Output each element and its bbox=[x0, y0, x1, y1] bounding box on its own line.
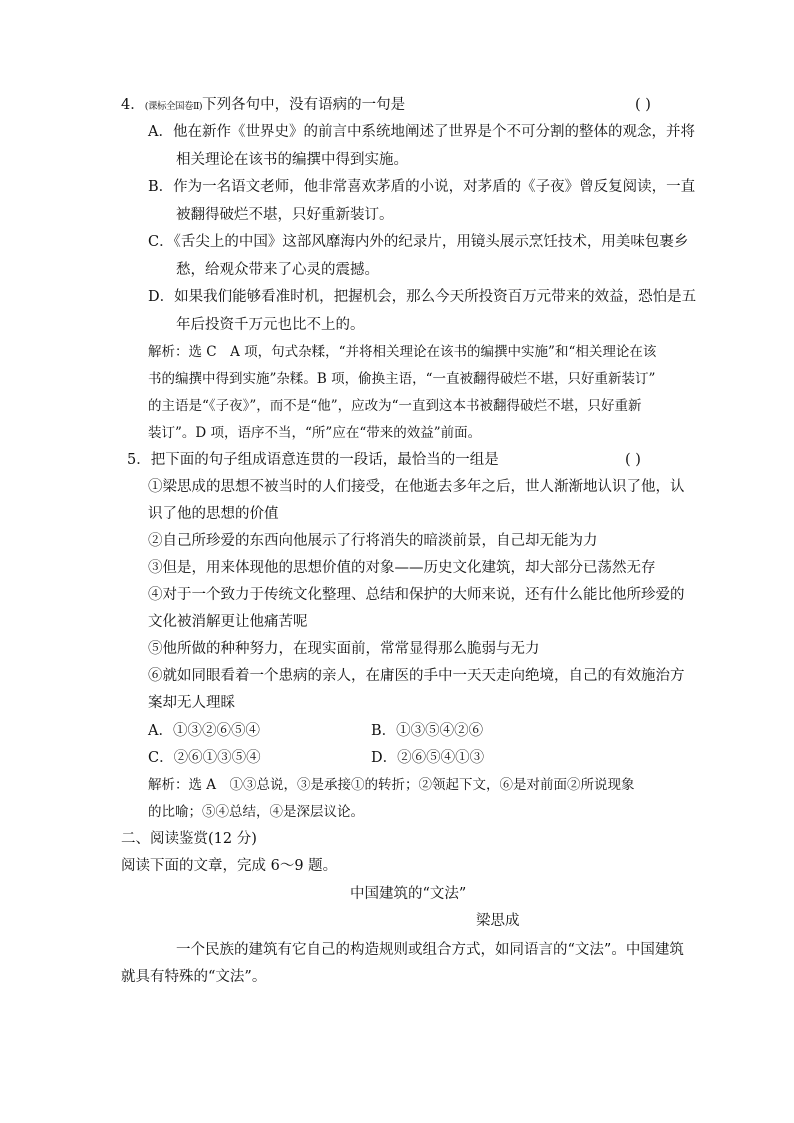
q4-option-a-line1: A．他在新作《世界史》的前言中系统地阐述了世界是个不可分割的整体的观念，并将 bbox=[148, 124, 695, 140]
article-author: 梁思成 bbox=[476, 913, 520, 929]
q4-stem: 下列各句中，没有语病的一句是 bbox=[202, 97, 406, 113]
q5-stem: 把下面的句子组成语意连贯的一段话，最恰当的一组是 bbox=[150, 452, 499, 468]
q5-number: 5． bbox=[127, 452, 151, 468]
q4-answer-paren: ( ) bbox=[635, 97, 651, 113]
q4-source: (课标全国卷Ⅱ) bbox=[144, 101, 203, 112]
q4-option-a-line2: 相关理论在该书的编撰中得到实施。 bbox=[176, 152, 408, 168]
q5-option-d: D．②⑥⑤④①③ bbox=[371, 750, 485, 766]
article-paragraph-line1: 一个民族的建筑有它自己的构造规则或组合方式，如同语言的“文法”。中国建筑 bbox=[176, 942, 684, 958]
q4-explanation-line2: 书的编撰中得到实施”杂糅。B 项，偷换主语，“一直被翻得破烂不堪，只好重新装订” bbox=[148, 371, 656, 387]
q5-sentence-5: ⑤他所做的种种努力，在现实面前，常常显得那么脆弱与无力 bbox=[148, 641, 540, 657]
q5-explanation-line2: 的比喻；⑤④总结，④是深层议论。 bbox=[148, 804, 364, 820]
q5-sentence-2: ②自己所珍爱的东西向他展示了行将消失的暗淡前景，自己却无能为力 bbox=[148, 533, 598, 549]
section-heading: 二、阅读鉴赏(12 分) bbox=[121, 831, 257, 847]
article-paragraph-line2: 就具有特殊的“文法”。 bbox=[121, 969, 267, 985]
q4-explanation-line1: 解析：选 C A 项，句式杂糅，“并将相关理论在该书的编撰中实施”和“相关理论在该 bbox=[148, 344, 657, 360]
q5-option-b: B．①③⑤④②⑥ bbox=[371, 723, 484, 739]
q4-option-c-line1: C．《舌尖上的中国》这部风靡海内外的纪录片，用镜头展示烹饪技术，用美味包裹乡 bbox=[148, 234, 689, 250]
q4-option-c-line2: 愁，给观众带来了心灵的震撼。 bbox=[176, 262, 379, 278]
section-instruction: 阅读下面的文章，完成 6～9 题。 bbox=[121, 858, 338, 874]
q4-number: 4． bbox=[121, 97, 145, 113]
q4-explanation-line3: 的主语是“《子夜》”，而不是“他”，应改为“一直到这本书被翻得破烂不堪，只好重新 bbox=[148, 398, 642, 414]
q5-sentence-3: ③但是，用来体现他的思想价值的对象——历史文化建筑，却大部分已荡然无存 bbox=[148, 560, 656, 576]
q5-stem-line bbox=[127, 450, 499, 470]
article-title: 中国建筑的“文法” bbox=[350, 886, 467, 902]
q5-answer-paren: ( ) bbox=[625, 452, 641, 468]
q5-explanation-line1: 解析：选 A ①③总说，③是承接①的转折；②领起下文，⑥是对前面②所说现象 bbox=[148, 777, 635, 793]
q5-sentence-1-line1: ①梁思成的思想不被当时的人们接受，在他逝去多年之后，世人渐渐地认识了他，认 bbox=[148, 479, 685, 495]
q5-sentence-6-line1: ⑥就如同眼看着一个患病的亲人，在庸医的手中一天天走向绝境，自己的有效施治方 bbox=[148, 668, 685, 684]
q4-stem-line bbox=[121, 95, 405, 117]
q4-option-d-line2: 年后投资千万元也比不上的。 bbox=[176, 317, 365, 333]
q5-option-c: C．②⑥①③⑤④ bbox=[148, 750, 261, 766]
q5-sentence-4-line2: 文化被消解更让他痛苦呢 bbox=[148, 614, 308, 630]
q4-explanation-line4: 装订”。D 项，语序不当，“所”应在“带来的效益”前面。 bbox=[148, 425, 482, 441]
q5-option-a: A．①③②⑥⑤④ bbox=[148, 723, 260, 739]
q4-option-b-line2: 被翻得破烂不堪，只好重新装订。 bbox=[176, 207, 394, 223]
q4-option-b-line1: B．作为一名语文老师，他非常喜欢茅盾的小说，对茅盾的《子夜》曾反复阅读，一直 bbox=[148, 179, 696, 195]
q5-sentence-6-line2: 案却无人理睬 bbox=[148, 695, 235, 711]
q4-option-d-line1: D．如果我们能够看准时机，把握机会，那么今天所投资百万元带来的效益，恐怕是五 bbox=[148, 289, 697, 305]
q5-sentence-4-line1: ④对于一个致力于传统文化整理、总结和保护的大师来说，还有什么能比他所珍爱的 bbox=[148, 587, 685, 603]
q5-sentence-1-line2: 识了他的思想的价值 bbox=[148, 506, 279, 522]
